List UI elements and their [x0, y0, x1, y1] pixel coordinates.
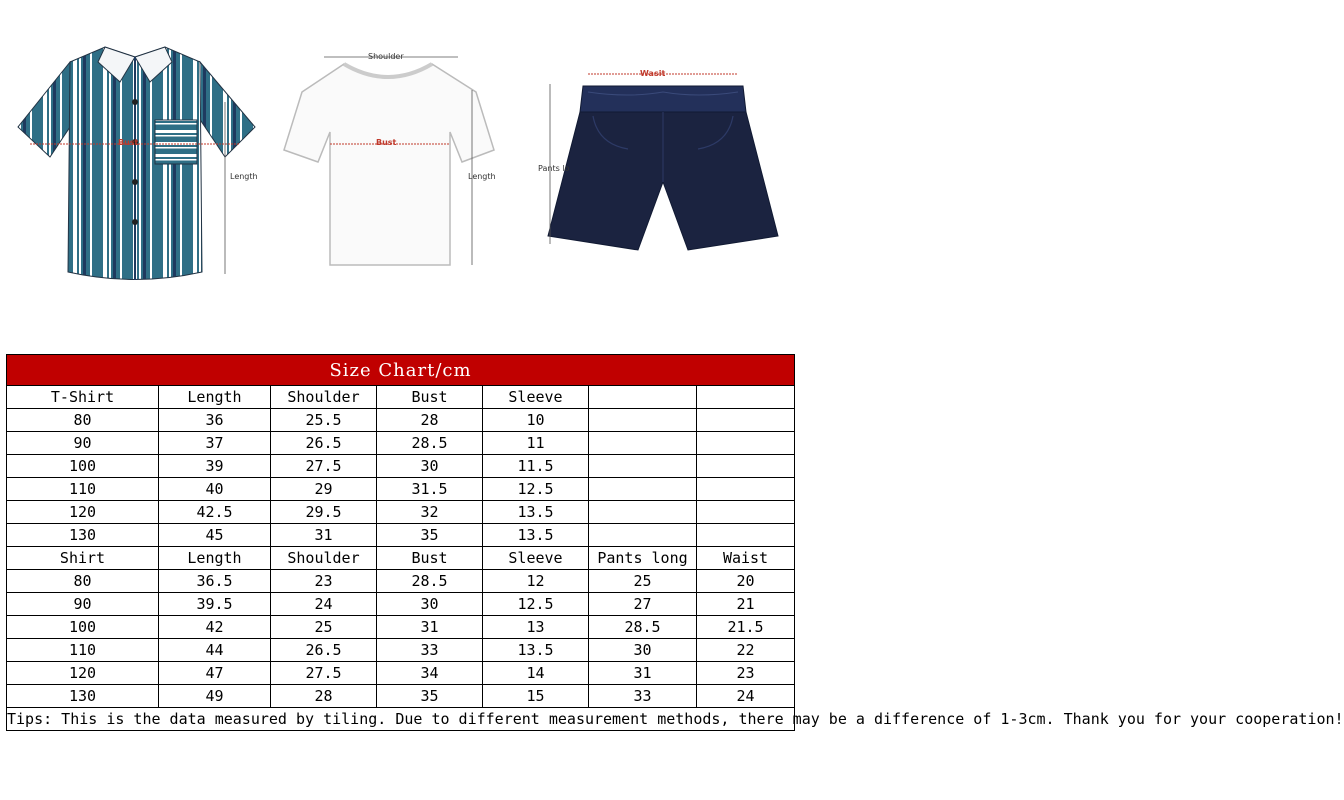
table-cell: 29.5: [271, 501, 377, 524]
table-cell: [589, 409, 697, 432]
table-cell: 39.5: [159, 593, 271, 616]
table-cell: 29: [271, 478, 377, 501]
table-cell: 45: [159, 524, 271, 547]
table-cell: 12: [483, 570, 589, 593]
table-cell: 27.5: [271, 662, 377, 685]
table-cell: 25: [271, 616, 377, 639]
table-row: [7, 478, 795, 501]
tshirt-length-label: Length: [468, 172, 496, 181]
table-cell: 23: [697, 662, 795, 685]
shirt-length-label: Length: [230, 172, 258, 181]
table-cell: [697, 409, 795, 432]
table-cell: 35: [377, 524, 483, 547]
garment-illustrations: [0, 0, 800, 330]
table-cell: 33: [589, 685, 697, 708]
table-cell: 34: [377, 662, 483, 685]
table-cell: 10: [483, 409, 589, 432]
table-cell: 12.5: [483, 593, 589, 616]
table-cell: 27: [589, 593, 697, 616]
tshirt-bust-label: Bust: [376, 138, 397, 147]
size-cell: 110: [7, 639, 159, 662]
table-cell: [697, 524, 795, 547]
table-cell: 24: [271, 593, 377, 616]
table-title-row: [7, 355, 795, 386]
table-cell: 13.5: [483, 524, 589, 547]
header-cell: Length: [159, 386, 271, 409]
table-cell: 36: [159, 409, 271, 432]
header-cell: Sleeve: [483, 386, 589, 409]
table-cell: 26.5: [271, 432, 377, 455]
header-cell: Sleeve: [483, 547, 589, 570]
table-cell: 13.5: [483, 639, 589, 662]
table-cell: 25.5: [271, 409, 377, 432]
header-cell: Bust: [377, 386, 483, 409]
table-row: [7, 524, 795, 547]
table-cell: [589, 501, 697, 524]
table-row: [7, 639, 795, 662]
table-cell: 11.5: [483, 455, 589, 478]
header-cell: Shoulder: [271, 547, 377, 570]
table-cell: 15: [483, 685, 589, 708]
table-cell: 32: [377, 501, 483, 524]
table-cell: 31: [589, 662, 697, 685]
table-row: [7, 662, 795, 685]
size-cell: 90: [7, 432, 159, 455]
tshirt-shoulder-label: Shoulder: [368, 52, 404, 61]
table-row: [7, 570, 795, 593]
tshirt-section: [7, 386, 795, 547]
shirt-header-row: [7, 547, 795, 570]
table-cell: 11: [483, 432, 589, 455]
header-cell: [697, 386, 795, 409]
size-cell: 100: [7, 455, 159, 478]
tshirt-section-label: T-Shirt: [7, 386, 159, 409]
shorts-pants-label: Pants lo: [538, 164, 570, 173]
table-cell: [697, 478, 795, 501]
size-chart-table: [6, 354, 1344, 731]
header-cell: [589, 386, 697, 409]
table-cell: [589, 432, 697, 455]
table-cell: 28: [271, 685, 377, 708]
table-cell: 30: [377, 593, 483, 616]
size-cell: 110: [7, 478, 159, 501]
table-cell: 23: [271, 570, 377, 593]
tshirt-header-row: [7, 386, 795, 409]
table-row: [7, 432, 795, 455]
shirt-bust-label: Bust: [118, 138, 139, 147]
shorts-waist-label: Wasit: [640, 69, 666, 78]
header-cell: Bust: [377, 547, 483, 570]
table-cell: 14: [483, 662, 589, 685]
table-cell: 30: [589, 639, 697, 662]
table-row: [7, 593, 795, 616]
table-cell: [589, 524, 697, 547]
table-cell: 35: [377, 685, 483, 708]
table-cell: 31: [271, 524, 377, 547]
table-cell: 40: [159, 478, 271, 501]
table-row: [7, 501, 795, 524]
table-row: [7, 455, 795, 478]
shirt-section-label: Shirt: [7, 547, 159, 570]
table-cell: 47: [159, 662, 271, 685]
table-row: [7, 685, 795, 708]
table-cell: 42: [159, 616, 271, 639]
table-cell: [697, 432, 795, 455]
table-cell: 39: [159, 455, 271, 478]
table-cell: 31.5: [377, 478, 483, 501]
table-cell: 31: [377, 616, 483, 639]
table-cell: 28.5: [589, 616, 697, 639]
table-cell: 20: [697, 570, 795, 593]
table-cell: 26.5: [271, 639, 377, 662]
table-cell: 28: [377, 409, 483, 432]
striped-shirt-image: [10, 32, 260, 292]
table-cell: 21.5: [697, 616, 795, 639]
size-cell: 120: [7, 501, 159, 524]
table-row: [7, 616, 795, 639]
table-cell: 12.5: [483, 478, 589, 501]
table-cell: 13.5: [483, 501, 589, 524]
table-cell: 24: [697, 685, 795, 708]
header-cell: Waist: [697, 547, 795, 570]
tips-text: Tips: This is the data measured by tiling. Due to different measurement methods, there may be a difference of 1-3cm. Thank you for your cooperation!: [7, 708, 795, 731]
size-cell: 90: [7, 593, 159, 616]
table-cell: 36.5: [159, 570, 271, 593]
navy-shorts-image: [538, 64, 788, 264]
table-cell: 27.5: [271, 455, 377, 478]
table-cell: 30: [377, 455, 483, 478]
shirt-section: [7, 547, 795, 708]
size-cell: 80: [7, 409, 159, 432]
table-cell: 22: [697, 639, 795, 662]
table-cell: 25: [589, 570, 697, 593]
chart-title: Size Chart/cm: [7, 355, 795, 386]
table-cell: [697, 501, 795, 524]
table-cell: 21: [697, 593, 795, 616]
table-cell: 37: [159, 432, 271, 455]
size-cell: 130: [7, 524, 159, 547]
table-cell: 44: [159, 639, 271, 662]
table-cell: 49: [159, 685, 271, 708]
table-cell: [697, 455, 795, 478]
table-cell: [589, 478, 697, 501]
white-tshirt-image: [282, 50, 497, 275]
tips-row: [7, 708, 795, 731]
size-cell: 100: [7, 616, 159, 639]
size-cell: 80: [7, 570, 159, 593]
table-cell: 42.5: [159, 501, 271, 524]
table-cell: 28.5: [377, 570, 483, 593]
header-cell: Pants long: [589, 547, 697, 570]
header-cell: Shoulder: [271, 386, 377, 409]
size-cell: 130: [7, 685, 159, 708]
size-cell: 120: [7, 662, 159, 685]
table-cell: 13: [483, 616, 589, 639]
header-cell: Length: [159, 547, 271, 570]
table-cell: 28.5: [377, 432, 483, 455]
table-row: [7, 409, 795, 432]
table-cell: [589, 455, 697, 478]
table-cell: 33: [377, 639, 483, 662]
